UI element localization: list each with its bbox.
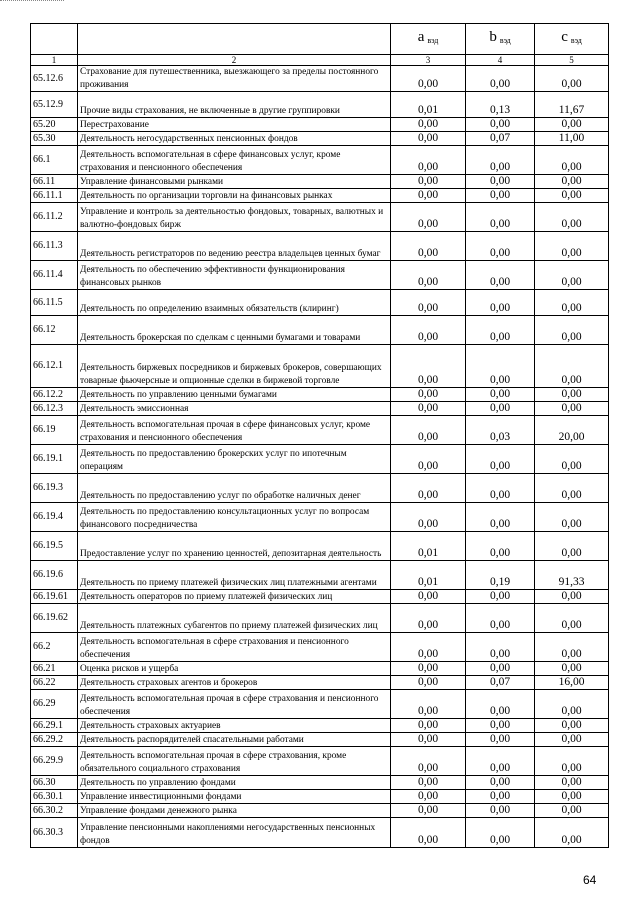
row-code: 66.11.5 [31, 290, 78, 316]
row-value-c: 0,00 [535, 804, 609, 818]
row-value-b: 0,00 [466, 733, 535, 747]
row-value-b: 0,00 [466, 690, 535, 719]
row-value-b: 0,00 [466, 146, 535, 175]
row-activity-name: Деятельность вспомогательная в сфере финансовых услуг, кроме страхования и пенсионного обеспечения [78, 146, 391, 175]
table-row [31, 604, 609, 633]
row-code: 65.20 [31, 118, 78, 132]
row-code: 66.30.3 [31, 818, 78, 848]
row-value-a: 0,00 [391, 503, 466, 532]
row-value-a: 0,00 [391, 132, 466, 146]
row-code: 66.30 [31, 776, 78, 790]
row-activity-name: Деятельность распорядителей спасательными работами [78, 733, 391, 747]
row-value-a: 0,00 [391, 790, 466, 804]
table-row [31, 719, 609, 733]
row-value-a: 0,00 [391, 747, 466, 776]
row-code: 66.19.4 [31, 503, 78, 532]
row-activity-name: Деятельность страховых актуариев [78, 719, 391, 733]
row-value-c: 0,00 [535, 345, 609, 388]
row-code: 66.11.2 [31, 203, 78, 232]
row-value-b: 0,00 [466, 790, 535, 804]
row-activity-name: Прочие виды страхования, не включенные в другие группировки [78, 92, 391, 118]
table-row [31, 261, 609, 290]
row-value-b: 0,00 [466, 232, 535, 261]
row-activity-name: Деятельность по предоставлению консультационных услуг по вопросам финансового посредничества [78, 503, 391, 532]
row-code: 66.11.4 [31, 261, 78, 290]
row-activity-name: Деятельность по определению взаимных обязательств (клиринг) [78, 290, 391, 316]
header-col-c [535, 24, 609, 55]
table-row [31, 290, 609, 316]
row-value-c: 0,00 [535, 733, 609, 747]
table-row [31, 416, 609, 445]
row-code: 66.19.5 [31, 532, 78, 561]
row-activity-name: Перестрахование [78, 118, 391, 132]
row-value-c: 0,00 [535, 261, 609, 290]
row-value-a: 0,00 [391, 690, 466, 719]
page-number: 64 [583, 873, 597, 887]
row-value-c: 0,00 [535, 474, 609, 503]
scan-edge-mark [0, 0, 64, 5]
row-value-b: 0,00 [466, 445, 535, 474]
row-value-b: 0,00 [466, 633, 535, 662]
row-value-b: 0,07 [466, 676, 535, 690]
row-value-b: 0,07 [466, 132, 535, 146]
row-code: 66.30.1 [31, 790, 78, 804]
row-value-a: 0,00 [391, 590, 466, 604]
column-number-row [31, 55, 609, 66]
header-blank-name [78, 24, 391, 55]
row-value-a: 0,00 [391, 189, 466, 203]
row-code: 66.12.1 [31, 345, 78, 388]
row-value-c: 0,00 [535, 118, 609, 132]
row-code: 66.19.61 [31, 590, 78, 604]
table-row [31, 445, 609, 474]
header-col-b-letter: b [489, 29, 497, 45]
row-code: 66.29.2 [31, 733, 78, 747]
row-activity-name: Деятельность по предоставлению брокерских услуг по ипотечным операциям [78, 445, 391, 474]
row-value-b: 0,00 [466, 662, 535, 676]
row-value-c: 0,00 [535, 232, 609, 261]
row-activity-name: Оценка рисков и ущерба [78, 662, 391, 676]
row-value-a: 0,00 [391, 290, 466, 316]
row-value-b: 0,00 [466, 118, 535, 132]
row-value-a: 0,00 [391, 662, 466, 676]
table-row [31, 503, 609, 532]
row-code: 66.11.3 [31, 232, 78, 261]
table-row [31, 561, 609, 590]
row-activity-name: Деятельность по приему платежей физических лиц платежными агентами [78, 561, 391, 590]
row-value-a: 0,00 [391, 818, 466, 848]
row-activity-name: Деятельность по обеспечению эффективности функционирования финансовых рынков [78, 261, 391, 290]
row-code: 66.30.2 [31, 804, 78, 818]
row-value-a: 0,00 [391, 445, 466, 474]
row-activity-name: Деятельность по предоставлению услуг по обработке наличных денег [78, 474, 391, 503]
header-blank-code [31, 24, 78, 55]
row-activity-name: Управление инвестиционными фондами [78, 790, 391, 804]
row-code: 66.19.6 [31, 561, 78, 590]
row-value-b: 0,00 [466, 503, 535, 532]
table-row [31, 532, 609, 561]
row-value-a: 0,00 [391, 402, 466, 416]
row-value-b: 0,00 [466, 474, 535, 503]
row-value-a: 0,00 [391, 232, 466, 261]
row-activity-name: Управление финансовыми рынками [78, 175, 391, 189]
row-value-c: 0,00 [535, 662, 609, 676]
row-activity-name: Деятельность вспомогательная в сфере страхования и пенсионного обеспечения [78, 633, 391, 662]
row-value-c: 0,00 [535, 290, 609, 316]
column-number-4: 4 [466, 55, 535, 66]
row-activity-name: Деятельность страховых агентов и брокеров [78, 676, 391, 690]
row-code: 66.19.1 [31, 445, 78, 474]
row-value-c: 0,00 [535, 189, 609, 203]
row-value-b: 0,00 [466, 804, 535, 818]
row-activity-name: Деятельность вспомогательная прочая в сфере страхования, кроме обязательного социального страхования [78, 747, 391, 776]
row-value-b: 0,00 [466, 388, 535, 402]
row-value-a: 0,00 [391, 474, 466, 503]
table-row [31, 189, 609, 203]
header-col-b [466, 24, 535, 55]
row-code: 66.19.62 [31, 604, 78, 633]
column-number-5: 5 [535, 55, 609, 66]
row-value-b: 0,00 [466, 818, 535, 848]
row-value-b: 0,00 [466, 290, 535, 316]
row-value-b: 0,00 [466, 175, 535, 189]
column-number-2: 2 [78, 55, 391, 66]
row-value-a: 0,00 [391, 261, 466, 290]
row-value-b: 0,00 [466, 604, 535, 633]
row-value-c: 0,00 [535, 790, 609, 804]
row-activity-name: Деятельность негосударственных пенсионных фондов [78, 132, 391, 146]
row-value-a: 0,01 [391, 532, 466, 561]
row-activity-name: Предоставление услуг по хранению ценностей, депозитарная деятельность [78, 532, 391, 561]
row-value-c: 0,00 [535, 690, 609, 719]
row-value-a: 0,00 [391, 388, 466, 402]
row-value-a: 0,00 [391, 604, 466, 633]
table-row [31, 676, 609, 690]
row-value-b: 0,00 [466, 66, 535, 92]
header-col-a [391, 24, 466, 55]
table-row [31, 232, 609, 261]
row-value-c: 0,00 [535, 503, 609, 532]
row-activity-name: Деятельность по управлению фондами [78, 776, 391, 790]
header-col-a-subscript: вэд [427, 36, 439, 45]
row-value-c: 0,00 [535, 719, 609, 733]
row-code: 66.19 [31, 416, 78, 445]
row-activity-name: Деятельность вспомогательная прочая в сфере страхования и пенсионного обеспечения [78, 690, 391, 719]
row-code: 66.29.1 [31, 719, 78, 733]
row-value-a: 0,00 [391, 345, 466, 388]
row-code: 66.29 [31, 690, 78, 719]
row-code: 66.22 [31, 676, 78, 690]
row-activity-name: Деятельность вспомогательная прочая в сфере финансовых услуг, кроме страхования и пенсионного обеспечения [78, 416, 391, 445]
column-header-row [31, 24, 609, 55]
row-value-b: 0,00 [466, 776, 535, 790]
row-value-c: 11,67 [535, 92, 609, 118]
row-value-c: 0,00 [535, 776, 609, 790]
table-row [31, 118, 609, 132]
table-row [31, 662, 609, 676]
row-activity-name: Деятельность платежных субагентов по приему платежей физических лиц [78, 604, 391, 633]
table-row [31, 146, 609, 175]
row-value-c: 0,00 [535, 532, 609, 561]
row-activity-name: Управление и контроль за деятельностью фондовых, товарных, валютных и валютно-фондовых бирж [78, 203, 391, 232]
row-code: 65.12.6 [31, 66, 78, 92]
column-number-1: 1 [31, 55, 78, 66]
row-value-a: 0,00 [391, 416, 466, 445]
row-value-c: 0,00 [535, 633, 609, 662]
row-value-a: 0,01 [391, 92, 466, 118]
row-value-b: 0,00 [466, 189, 535, 203]
row-value-a: 0,00 [391, 316, 466, 345]
row-value-c: 0,00 [535, 590, 609, 604]
row-value-b: 0,00 [466, 203, 535, 232]
row-value-a: 0,01 [391, 561, 466, 590]
table-row [31, 790, 609, 804]
row-value-c: 0,00 [535, 146, 609, 175]
row-value-b: 0,00 [466, 747, 535, 776]
header-col-a-letter: a [417, 29, 425, 45]
table-row [31, 345, 609, 388]
row-activity-name: Деятельность биржевых посредников и биржевых брокеров, совершающих товарные фьючерсные и опционные сделки в биржевой торговле [78, 345, 391, 388]
table-row [31, 203, 609, 232]
table-row [31, 747, 609, 776]
row-value-a: 0,00 [391, 804, 466, 818]
row-value-b: 0,03 [466, 416, 535, 445]
row-value-a: 0,00 [391, 118, 466, 132]
row-code: 66.1 [31, 146, 78, 175]
row-value-c: 0,00 [535, 388, 609, 402]
row-value-c: 0,00 [535, 66, 609, 92]
row-code: 66.12 [31, 316, 78, 345]
row-activity-name: Управление пенсионными накоплениями негосударственных пенсионных фондов [78, 818, 391, 848]
table-row [31, 804, 609, 818]
table-row [31, 818, 609, 848]
row-activity-name: Управление фондами денежного рынка [78, 804, 391, 818]
row-activity-name: Деятельность по управлению ценными бумагами [78, 388, 391, 402]
table-row [31, 474, 609, 503]
activity-coefficients-table [30, 23, 609, 848]
row-value-a: 0,00 [391, 66, 466, 92]
table-row [31, 733, 609, 747]
row-code: 66.11.1 [31, 189, 78, 203]
row-activity-name: Деятельность операторов по приему платежей физических лиц [78, 590, 391, 604]
row-code: 66.12.3 [31, 402, 78, 416]
header-col-b-subscript: вэд [499, 36, 511, 45]
table-row [31, 92, 609, 118]
header-col-c-subscript: вэд [570, 36, 582, 45]
row-value-c: 16,00 [535, 676, 609, 690]
row-value-c: 0,00 [535, 175, 609, 189]
row-value-a: 0,00 [391, 203, 466, 232]
row-code: 66.12.2 [31, 388, 78, 402]
row-value-b: 0,19 [466, 561, 535, 590]
row-value-b: 0,00 [466, 345, 535, 388]
table-row [31, 316, 609, 345]
table-row [31, 776, 609, 790]
row-code: 66.11 [31, 175, 78, 189]
row-value-b: 0,00 [466, 316, 535, 345]
row-value-c: 20,00 [535, 416, 609, 445]
row-value-c: 11,00 [535, 132, 609, 146]
row-value-a: 0,00 [391, 776, 466, 790]
table-row [31, 175, 609, 189]
table-row [31, 66, 609, 92]
row-value-a: 0,00 [391, 146, 466, 175]
row-code: 66.2 [31, 633, 78, 662]
row-value-a: 0,00 [391, 719, 466, 733]
row-value-c: 0,00 [535, 445, 609, 474]
row-value-b: 0,00 [466, 719, 535, 733]
row-code: 66.19.3 [31, 474, 78, 503]
row-value-a: 0,00 [391, 633, 466, 662]
row-code: 65.30 [31, 132, 78, 146]
column-number-3: 3 [391, 55, 466, 66]
row-value-b: 0,00 [466, 532, 535, 561]
row-value-c: 0,00 [535, 402, 609, 416]
row-value-b: 0,13 [466, 92, 535, 118]
row-activity-name: Страхование для путешественника, выезжающего за пределы постоянного проживания [78, 66, 391, 92]
row-value-a: 0,00 [391, 175, 466, 189]
table-row [31, 132, 609, 146]
row-value-c: 0,00 [535, 818, 609, 848]
row-activity-name: Деятельность брокерская по сделкам с ценными бумагами и товарами [78, 316, 391, 345]
row-value-c: 0,00 [535, 316, 609, 345]
row-value-a: 0,00 [391, 676, 466, 690]
table-row [31, 388, 609, 402]
row-activity-name: Деятельность эмиссионная [78, 402, 391, 416]
header-col-c-letter: c [561, 29, 568, 45]
row-code: 65.12.9 [31, 92, 78, 118]
row-value-b: 0,00 [466, 261, 535, 290]
table-row [31, 402, 609, 416]
row-value-c: 0,00 [535, 604, 609, 633]
row-value-c: 91,33 [535, 561, 609, 590]
row-value-a: 0,00 [391, 733, 466, 747]
row-value-c: 0,00 [535, 203, 609, 232]
row-code: 66.21 [31, 662, 78, 676]
row-value-b: 0,00 [466, 402, 535, 416]
table-row [31, 590, 609, 604]
row-activity-name: Деятельность по организации торговли на финансовых рынках [78, 189, 391, 203]
table-row [31, 690, 609, 719]
row-value-c: 0,00 [535, 747, 609, 776]
row-value-b: 0,00 [466, 590, 535, 604]
row-code: 66.29.9 [31, 747, 78, 776]
table-row [31, 633, 609, 662]
row-activity-name: Деятельность регистраторов по ведению реестра владельцев ценных бумаг [78, 232, 391, 261]
